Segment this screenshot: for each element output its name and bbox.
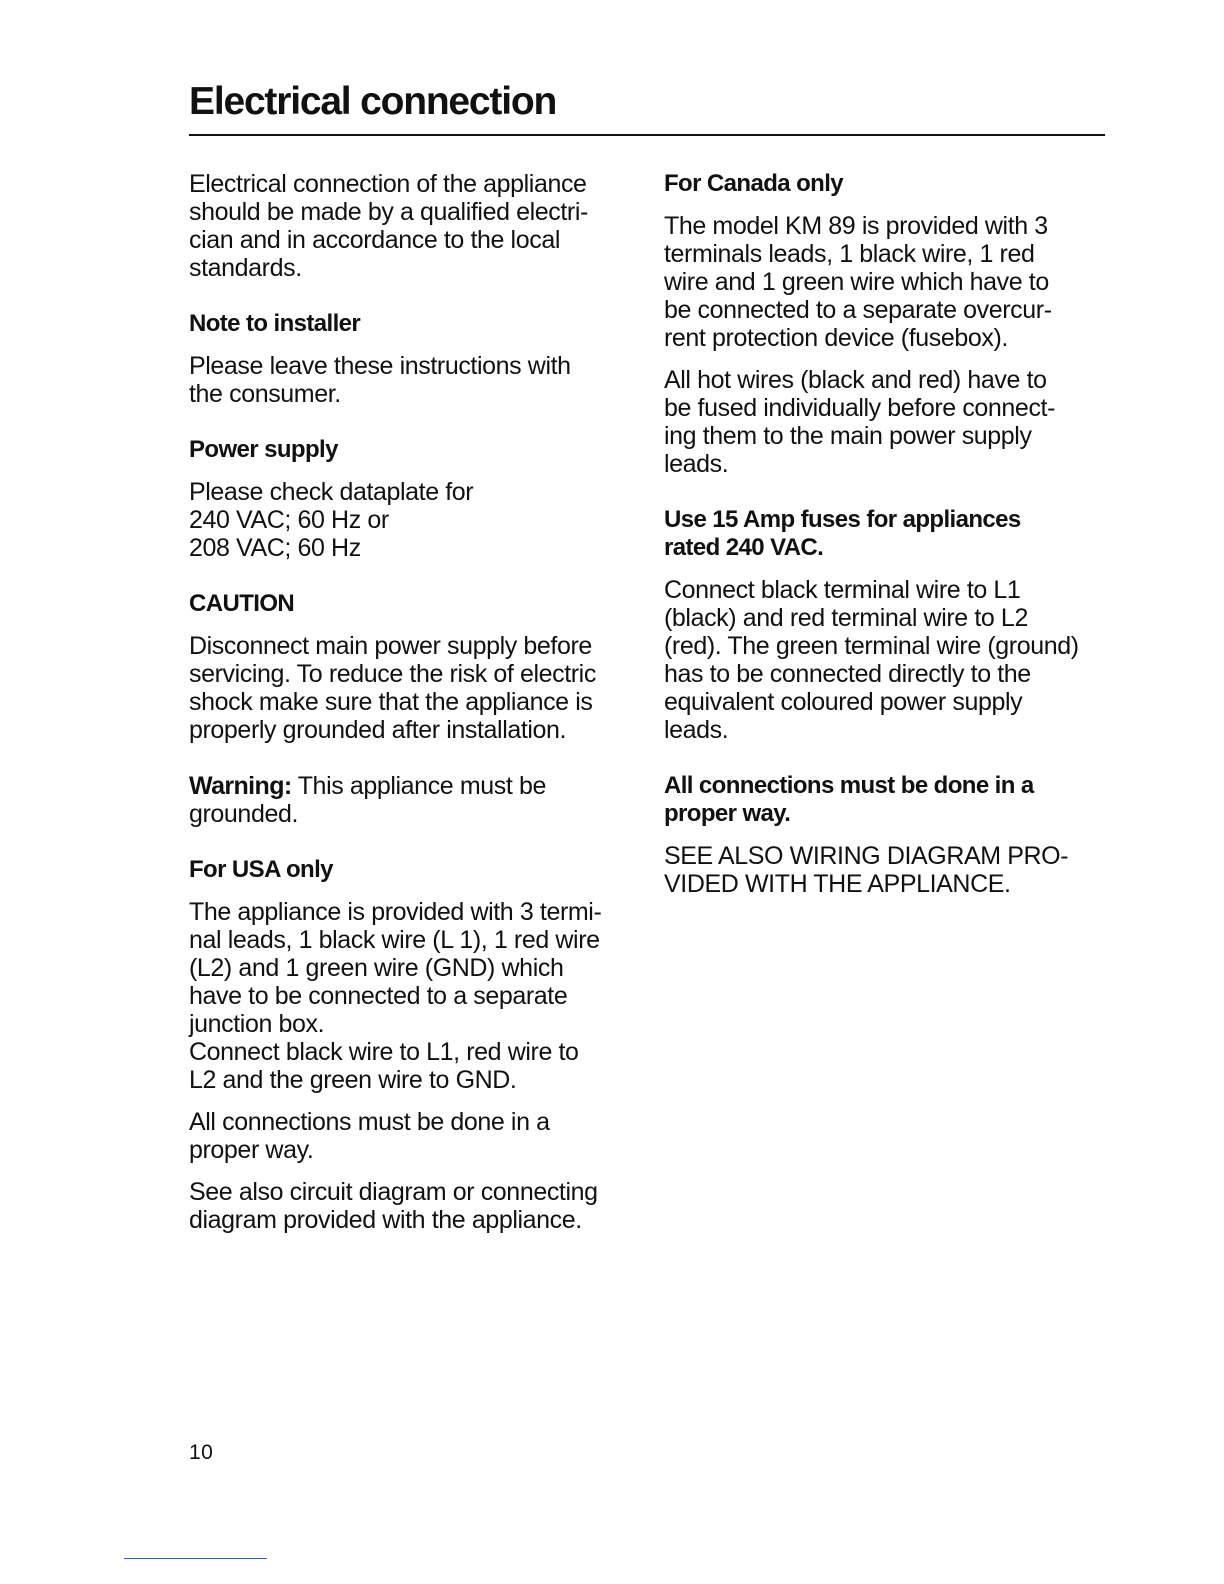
power-supply-text: Please check dataplate for 240 VAC; 60 Hz or 208 VAC; 60 Hz (189, 478, 474, 562)
proper-way-heading: All connections must be done in a proper way. (664, 772, 1034, 827)
title-divider (189, 134, 1105, 136)
usa-only-heading: For USA only (189, 856, 333, 883)
terminal-connection-text: Connect black terminal wire to L1 (black) and red terminal wire to L2 (red). The green terminal wire (ground) has to be connected directly to the equivalent coloured power supply leads. (664, 576, 1079, 744)
warning-paragraph (189, 772, 639, 828)
page-number: 10 (189, 1441, 214, 1464)
page-title: Electrical connection (189, 80, 557, 123)
left-column (189, 170, 639, 1234)
canada-only-heading: For Canada only (664, 170, 844, 197)
hot-wires-text: All hot wires (black and red) have to be fused individually before connect- ing them to the main power supply leads. (664, 366, 1056, 478)
usa-only-text: The appliance is provided with 3 termi- nal leads, 1 black wire (L 1), 1 red wire (L2) and 1 green wire (GND) which have to be connected to a separate junction box. Connect black wire to L1, red wire to L2 and the green wire to GND. (189, 898, 602, 1094)
warning-text: This appliance must be grounded. (189, 772, 546, 828)
caution-text: Disconnect main power supply before servicing. To reduce the risk of electric shock make sure that the appliance is properly grounded after installation. (189, 632, 596, 744)
usa-see-also-text: See also circuit diagram or connecting diagram provided with the appliance. (189, 1178, 598, 1234)
caution-heading: CAUTION (189, 590, 295, 617)
note-to-installer-text: Please leave these instructions with the consumer. (189, 352, 571, 408)
power-supply-heading: Power supply (189, 436, 338, 463)
fuse-heading: Use 15 Amp fuses for appliances rated 240 VAC. (664, 506, 1021, 561)
scan-artifact-line (124, 1558, 267, 1559)
intro-paragraph: Electrical connection of the appliance should be made by a qualified electri- cian and in accordance to the local standards. (189, 170, 588, 282)
canada-only-text: The model KM 89 is provided with 3 terminals leads, 1 black wire, 1 red wire and 1 green wire which have to be connected to a separate overcur- rent protection device (fusebox). (664, 212, 1052, 352)
right-column (664, 170, 1109, 898)
usa-proper-way-text: All connections must be done in a proper way. (189, 1108, 550, 1164)
wiring-diagram-note: SEE ALSO WIRING DIAGRAM PRO- VIDED WITH THE APPLIANCE. (664, 842, 1069, 898)
warning-label: Warning: (189, 772, 292, 800)
note-to-installer-heading: Note to installer (189, 310, 361, 337)
